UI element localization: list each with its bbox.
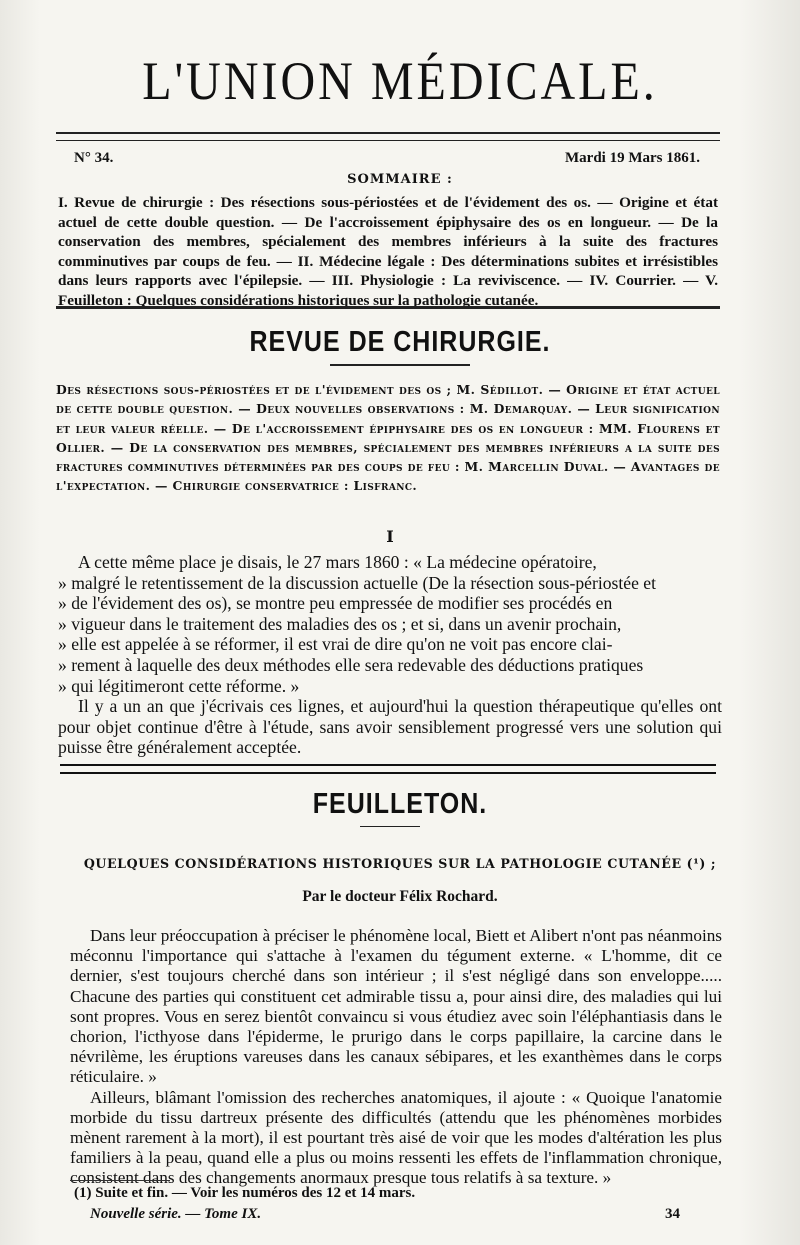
quote-line: » qui légitimeront cette réforme. » bbox=[58, 675, 300, 696]
revue-paragraph-1 bbox=[58, 552, 722, 696]
page-number: 34 bbox=[665, 1206, 680, 1222]
revue-title: REVUE DE CHIRURGIE. bbox=[249, 325, 551, 359]
revue-body bbox=[58, 552, 722, 758]
quote-line: » malgré le retentissement de la discussion actuelle (De la résection sous-périostée et bbox=[58, 572, 656, 593]
footnote-rule bbox=[70, 1180, 170, 1181]
feuilleton-body bbox=[70, 926, 722, 1189]
masthead: L'UNION MÉDICALE. bbox=[142, 51, 658, 112]
quote-line: » de l'évidement des os), se montre peu empressée de modifier ses procédés en bbox=[58, 593, 613, 614]
section-divider bbox=[56, 306, 720, 309]
series-label: Nouvelle série. — Tome IX. bbox=[90, 1206, 262, 1222]
quote-line: » rement à laquelle des deux méthodes elle sera redevable des déductions pratiques bbox=[58, 654, 644, 675]
sommaire-paragraph: I. Revue de chirurgie : Des résections sous-périostées et de l'évidement des os. — Origine et état actuel de cette double question. — De l'accroissement épiphysaire des os en longueur. — De la conservation des membres, spécialement des membres inférieurs à la suite des fractures comminutives par coups de feu. — II. Médecine légale : Des déterminations subites et irrésistibles dans leurs rapports avec l'épilepsie. — III. Physiologie : La reviviscence. — IV. Courrier. — V. Feuilleton : Quelques considérations historiques sur la pathologie cutanée. bbox=[58, 194, 718, 309]
feuilleton-paragraph-1: Dans leur préoccupation à préciser le phénomène local, Biett et Alibert n'ont pas néanmoins méconnu l'importance qui s'attache à l'examen du tégument externe. « L'homme, dit ce dernier, s'est toujours cherché dans son intérieur ; il s'est négligé dans son enveloppe..... Chacune des parties qui constituent cet admirable tissu a, pour ainsi dire, des maladies qui lui sont propres. Vous en serez bientôt convaincu si vous étudiez avec soin l'éléphantiasis dans le chorion, l'icthyose dans l'épiderme, le prurigo dans le corps papillaire, la carcine dans le névrilème, les éruptions vareuses dans les canaux sébipares, et les exanthèmes dans le corps réticulaire. » bbox=[70, 926, 722, 1087]
revue-title-rule bbox=[330, 364, 470, 366]
sommaire-text bbox=[58, 193, 718, 310]
quote-line: » elle est appelée à se réformer, il est vrai de dire qu'on ne voit pas encore clai- bbox=[58, 634, 613, 655]
footnote: (1) Suite et fin. — Voir les numéros des 12 et 14 mars. bbox=[74, 1185, 416, 1201]
issue-number: N° 34. bbox=[74, 150, 114, 166]
issue-info bbox=[74, 150, 700, 167]
revue-paragraph-2: Il y a un an que j'écrivais ces lignes, et aujourd'hui la question thérapeutique qu'elles ont pour objet continue d'être à l'étude, sans avoir sensiblement progressé vers une solution qui puisse être généralement acceptée. bbox=[58, 696, 722, 758]
quote-line: A cette même place je disais, le 27 mars 1860 : « La médecine opératoire, bbox=[78, 552, 597, 572]
feuilleton-author: Par le docteur Félix Rochard. bbox=[302, 888, 498, 905]
feuilleton-divider bbox=[60, 764, 716, 774]
masthead-rule-thin bbox=[56, 140, 720, 141]
feuilleton-title: FEUILLETON. bbox=[312, 787, 488, 821]
feuilleton-title-rule bbox=[360, 826, 420, 827]
sommaire-title: SOMMAIRE : bbox=[347, 172, 453, 187]
page-footer bbox=[90, 1206, 680, 1223]
issue-date: Mardi 19 Mars 1861. bbox=[565, 150, 700, 166]
masthead-rule bbox=[56, 132, 720, 134]
feuilleton-paragraph-2: Ailleurs, blâmant l'omission des recherches anatomiques, il ajoute : « Quoique l'anatomie morbide du tissu dartreux présente des difficultés (attendu que les phénomènes morbides mènent rarement à la mort), il est pourtant très aisé de voir que les modes d'altération les plus familiers à la peau, quand elle a plus ou moins ressenti les effets de l'inflammation chronique, consistent dans des changements anormaux presque tous relatifs à sa texture. » bbox=[70, 1087, 722, 1188]
feuilleton-subtitle: QUELQUES CONSIDÉRATIONS HISTORIQUES SUR LA PATHOLOGIE CUTANÉE (¹) ; bbox=[83, 856, 717, 871]
revue-summary: Des résections sous-périostées et de l'évidement des os ; M. Sédillot. — Origine et état actuel de cette double question. — Deux nouvelles observations : M. Demarquay. — Leur signification et leur valeur réelle. — De l'accroissement épiphysaire des os en longueur : MM. Flourens et Ollier. — De la conservation des membres, spécialement des membres inférieurs a la suite des fractures comminutives déterminées par des coups de feu : M. Marcellin Duval. — Avantages de l'expectation. — Chirurgie conservatrice : Lisfranc. bbox=[56, 382, 720, 494]
quote-line: » vigueur dans le traitement des maladies des os ; et si, dans un avenir prochain, bbox=[58, 613, 622, 634]
section-number: I bbox=[386, 527, 394, 546]
